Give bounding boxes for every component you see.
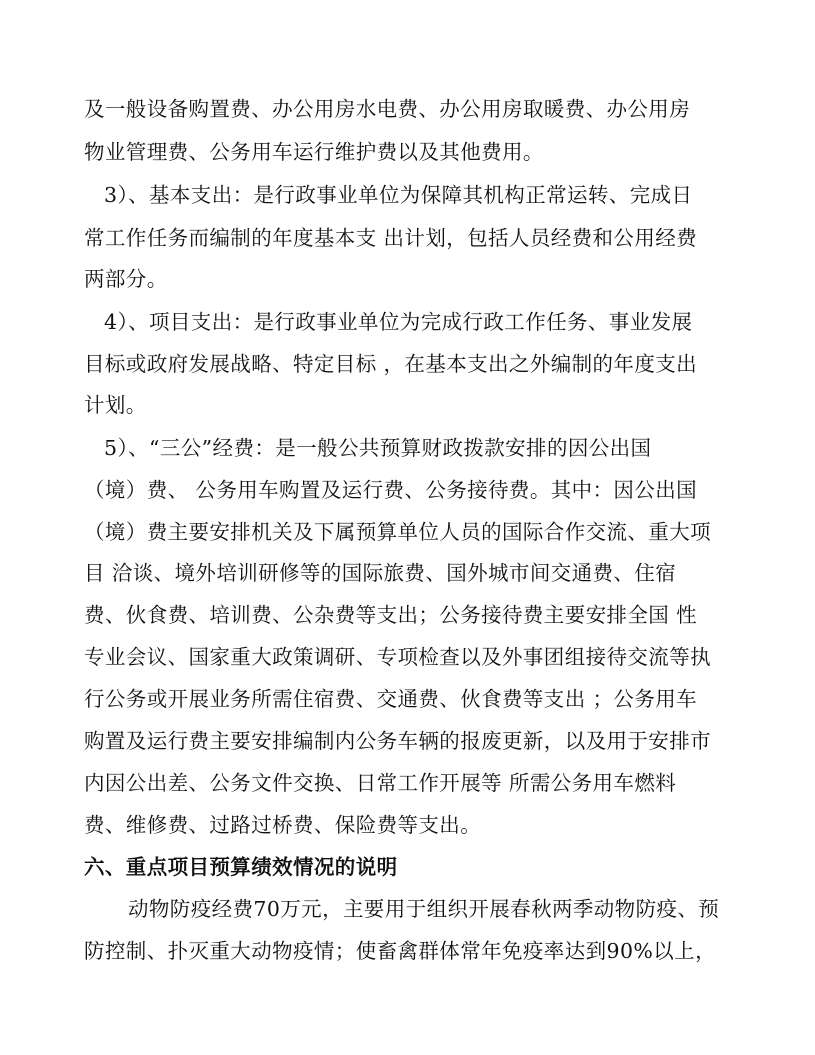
paragraph-5-line-7: 行公务或开展业务所需住宿费、交通费、伙食费等支出 ；公务用车 bbox=[84, 687, 698, 711]
paragraph-3-line-2: 常工作任务而编制的年度基本支 出计划，包括人员经费和公用经费 bbox=[84, 226, 698, 250]
paragraph-4-line-2: 目标或政府发展战略、特定目标 ，在基本支出之外编制的年度支出 bbox=[84, 352, 698, 376]
text-line-2: 物业管理费、公务用车运行维护费以及其他费用。 bbox=[84, 140, 544, 164]
paragraph-5-line-3: （境）费主要安排机关及下属预算单位人员的国际合作交流、重大项 bbox=[84, 520, 711, 544]
paragraph-6-line-2: 防控制、扑灭重大动物疫情；使畜禽群体常年免疫率达到90%以上， bbox=[84, 939, 716, 963]
section-heading: 六、重点项目预算绩效情况的说明 bbox=[84, 855, 398, 879]
paragraph-5-line-1: 5）、“三公”经费：是一般公共预算财政拨款安排的因公出国 bbox=[104, 436, 652, 460]
paragraph-4-line-3: 计划。 bbox=[84, 393, 147, 417]
paragraph-5-line-10: 费、维修费、过路过桥费、保险费等支出。 bbox=[84, 813, 482, 837]
paragraph-5-line-4: 目 洽谈、境外培训研修等的国际旅费、国外城市间交通费、住宿 bbox=[84, 561, 677, 585]
paragraph-5-line-2: （境）费、 公务用车购置及运行费、公务接待费。其中：因公出国 bbox=[84, 478, 698, 502]
paragraph-5-line-6: 专业会议、国家重大政策调研、专项检查以及外事团组接待交流等执 bbox=[84, 645, 711, 669]
paragraph-5-line-8: 购置及运行费主要安排编制内公务车辆的报废更新，以及用于安排市 bbox=[84, 729, 711, 753]
paragraph-5-line-5: 费、伙食费、培训费、公杂费等支出；公务接待费主要安排全国 性 bbox=[84, 603, 698, 627]
paragraph-6-line-1: 动物防疫经费70万元，主要用于组织开展春秋两季动物防疫、预 bbox=[128, 897, 720, 921]
paragraph-4-line-1: 4）、项目支出：是行政事业单位为完成行政工作任务、事业发展 bbox=[104, 310, 693, 334]
text-line-1: 及一般设备购置费、办公用房水电费、办公用房取暖费、办公用房 bbox=[84, 97, 691, 121]
paragraph-3-line-3: 两部分。 bbox=[84, 267, 168, 291]
paragraph-3-line-1: 3）、基本支出：是行政事业单位为保障其机构正常运转、完成日 bbox=[104, 183, 693, 207]
paragraph-5-line-9: 内因公出差、公务文件交换、日常工作开展等 所需公务用车燃料 bbox=[84, 771, 677, 795]
